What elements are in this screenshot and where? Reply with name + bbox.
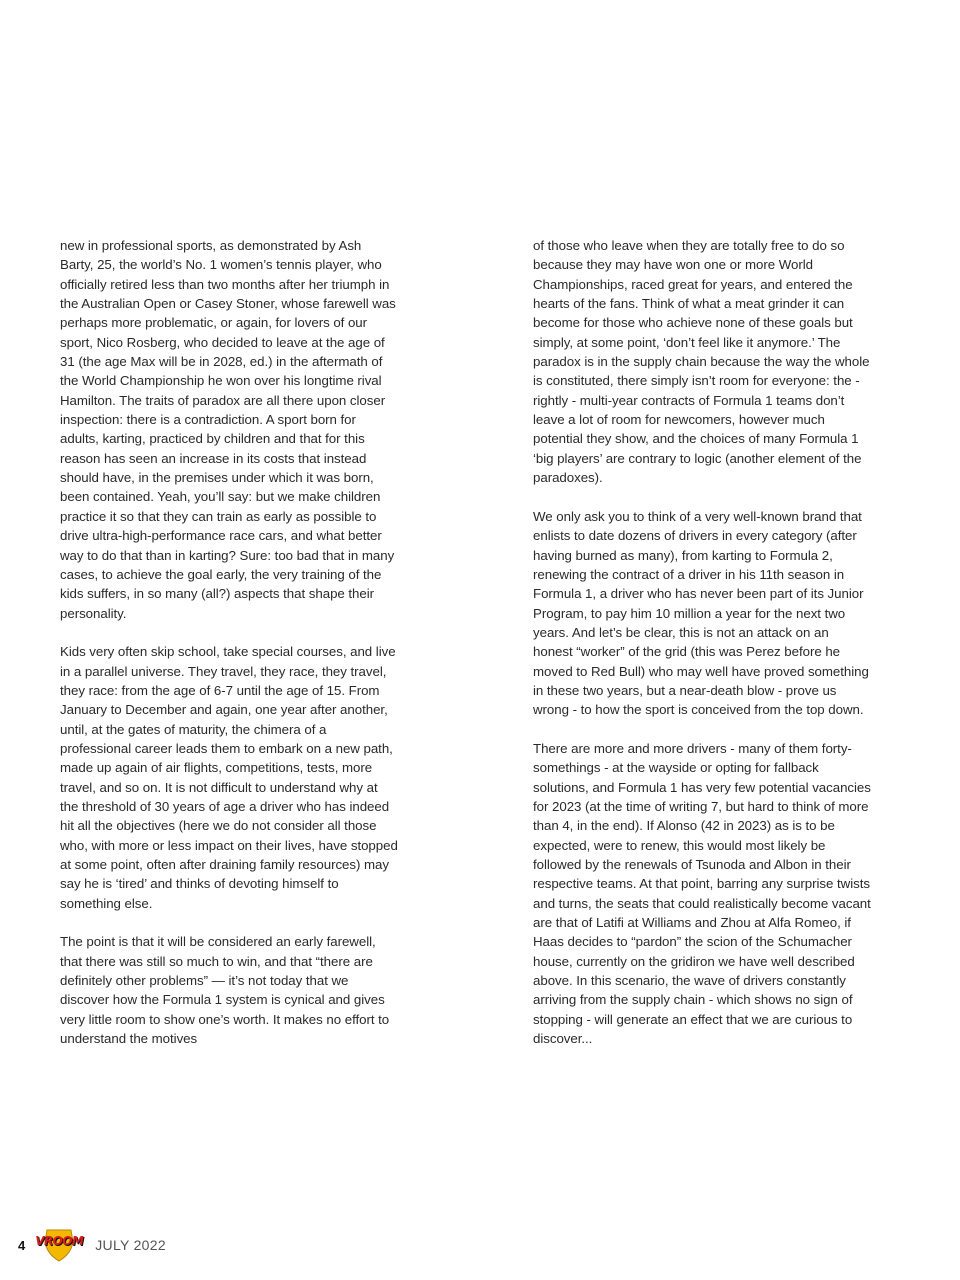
- article-column-left: [60, 236, 398, 1048]
- page-footer: [18, 1228, 166, 1262]
- article-paragraph: There are more and more drivers - many of them forty-somethings - at the wayside or opting for fallback solutions, and Formula 1 has very few potential vacancies for 2023 (at the time of writing 7, but hard to think of more than 4, in the end). If Alonso (42 in 2023) as is to be expected, were to renew, this would most likely be followed by the renewals of Tsunoda and Albon in their respective teams. At that point, barring any surprise twists and turns, the seats that could realistically become vacant are that of Latifi at Williams and Zhou at Alfa Romeo, if Haas decides to “pardon” the scion of the Schumacher house, currently on the gridiron we have well described above. In this scenario, the wave of drivers constantly arriving from the supply chain - which shows no sign of stopping - will generate an effect that we are curious to discover...: [533, 740, 871, 1047]
- article-paragraph: The point is that it will be considered an early farewell, that there was still so much to win, and that “there are definitely other problems” — it’s not today that we discover how the Formula 1 system is cynical and gives very little room to show one’s worth. It makes no effort to understand the motives: [60, 934, 390, 1047]
- article-paragraph: We only ask you to think of a very well-known brand that enlists to date dozens of drivers in every category (after having burned as many), from karting to Formula 2, renewing the contract of a driver in his 11th season in Formula 1, a driver who has never been part of its Junior Program, to pay him 10 million a year for the next two years. And let’s be clear, this is not an attack on an honest “worker” of the grid (this was Perez before he moved to Red Bull) who may well have proved something in these two years, but a near-death blow - prove us wrong - to how the sport is conceived from the top down.: [533, 508, 869, 718]
- vroom-logo: [27, 1228, 91, 1262]
- article-paragraph: Kids very often skip school, take special courses, and live in a parallel universe. They travel, they race, they travel, they race: from the age of 6-7 until the age of 15. From January to December and again, one year after another, until, at the gates of maturity, the chimera of a professional career leads them to embark on a new path, made up again of air flights, competitions, tests, more travel, and so on. It is not difficult to understand why at the threshold of 30 years of age a driver who has indeed hit all the objectives (here we do not consider all those who, with more or less impact on their lives, have stopped at some point, often after draining family resources) may say he is ‘tired’ and thinks of devoting himself to something else.: [60, 644, 398, 911]
- article-paragraph: of those who leave when they are totally free to do so because they may have won one or more World Championships, raced great for years, and entered the hearts of the fans. Think of what a meat grinder it can become for those who achieve none of these goals but simply, at some point, ‘don’t feel like it anymore.’ The paradox is in the supply chain because the way the whole is constituted, there simply isn’t room for everyone: the - rightly - multi-year contracts of Formula 1 teams don’t leave a lot of room for newcomers, however much potential they show, and the choices of many Formula 1 ‘big players’ are contrary to logic (another element of the paradoxes).: [533, 238, 870, 486]
- page-number: 4: [18, 1237, 26, 1253]
- issue-date: JULY 2022: [95, 1237, 166, 1253]
- article-paragraph: new in professional sports, as demonstrated by Ash Barty, 25, the world’s No. 1 women’s tennis player, who officially retired less than two months after her triumph in the Australian Open or Casey Stoner, whose farewell was perhaps more problematic, or again, for lovers of our sport, Nico Rosberg, who decided to leave at the age of 31 (the age Max will be in 2028, ed.) in the aftermath of the World Championship he won over his longtime rival Hamilton. The traits of paradox are all there upon closer inspection: there is a contradiction. A sport born for adults, karting, practiced by children and that for this reason has seen an increase in its costs that instead should have, in the premises under which it was born, been contained. Yeah, you’ll say: but we make children practice it so that they can train as early as possible to drive ultra-high-performance race cars, and what better way to do that than in karting? Sure: too bad that in many cases, to achieve the goal early, the very training of the kids suffers, in so many (all?) aspects that shape their personality.: [60, 238, 396, 621]
- article-column-right: [533, 236, 871, 1048]
- logo-text: VROOM: [35, 1234, 84, 1248]
